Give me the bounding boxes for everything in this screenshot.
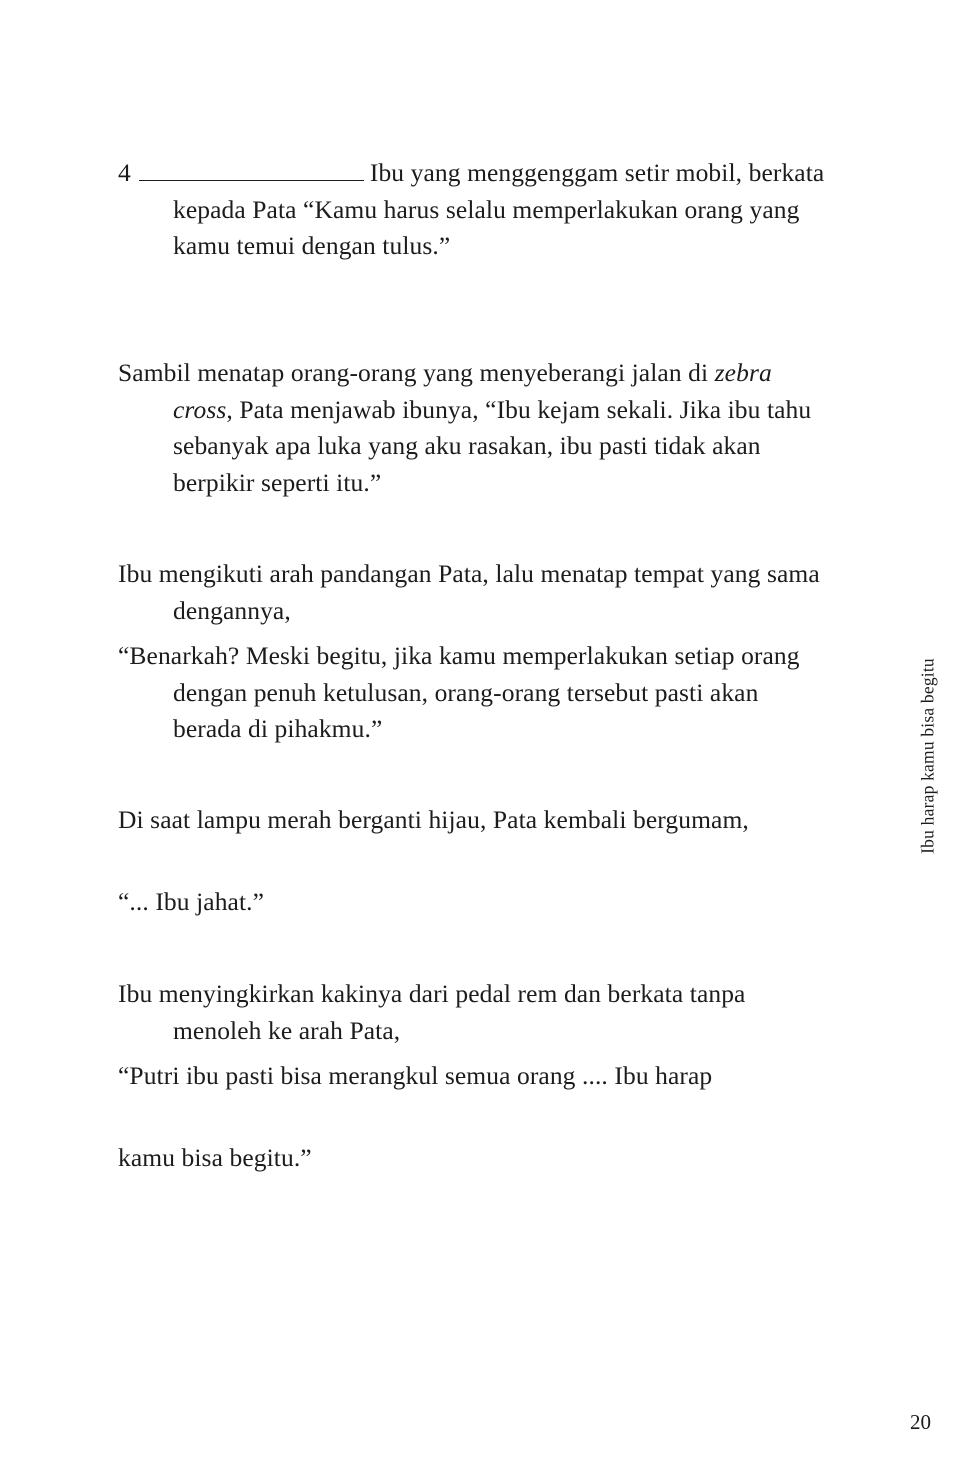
paragraph-2: [118, 355, 833, 501]
page-number: 20: [910, 1410, 931, 1434]
paragraph-3: Ibu mengikuti arah pandangan Pata, lalu menatap tempat yang sama dengannya,: [118, 559, 820, 625]
paragraph-2-text-after: , Pata menjawab ibunya, “Ibu kejam sekali. Jika ibu tahu sebanyak apa luka yang aku rasakan, ibu pasti tidak akan berpikir seperti itu.”: [173, 394, 812, 497]
paragraph-8: “Putri ibu pasti bisa merangkul semua orang .... Ibu harap: [118, 1061, 713, 1090]
paragraph-6: “... Ibu jahat.”: [118, 887, 265, 916]
paragraph-5: Di saat lampu merah berganti hijau, Pata kembali bergumam,: [118, 805, 749, 834]
paragraph-2-italic-term: zebra cross: [173, 358, 772, 424]
paragraph-7: Ibu menyingkirkan kakinya dari pedal rem dan berkata tanpa menoleh ke arah Pata,: [118, 979, 746, 1045]
paragraph-4: “Benarkah? Meski begitu, jika kamu memperlakukan setiap orang dengan penuh ketulusan, orang-orang tersebut pasti akan berada di pihakmu.”: [118, 641, 800, 743]
blank-line: [139, 162, 364, 181]
paragraph-9: kamu bisa begitu.”: [118, 1143, 312, 1172]
paragraph-number: 4: [118, 158, 131, 187]
paragraph-1-text: Ibu yang menggenggam setir mobil, berkata kepada Pata “Kamu harus selalu memperlakukan orang yang kamu temui dengan tulus.”: [173, 158, 825, 260]
side-running-title: Ibu harap kamu bisa begitu: [917, 658, 938, 854]
paragraph-2-text-before: Sambil menatap orang-orang yang menyeberangi jalan di: [118, 358, 715, 387]
paragraph-1: [118, 155, 833, 265]
